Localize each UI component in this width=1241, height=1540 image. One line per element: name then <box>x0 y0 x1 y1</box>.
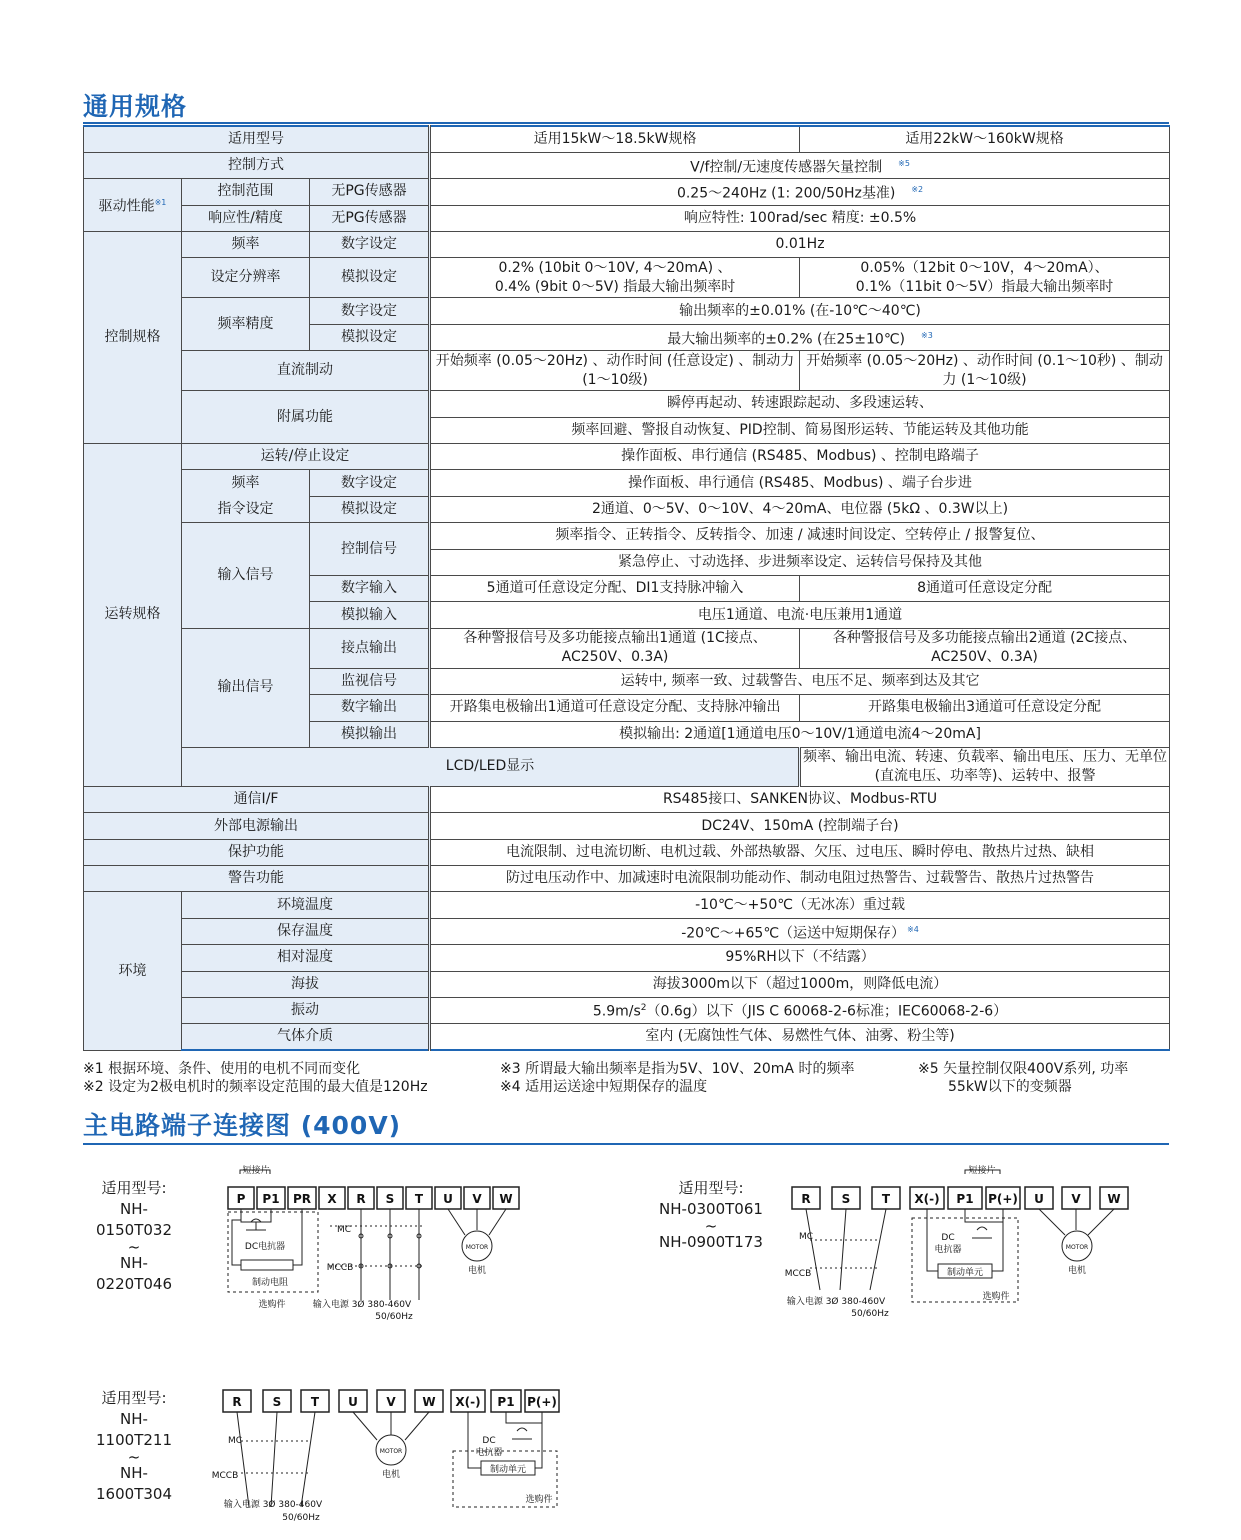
title-rule <box>83 1143 1169 1145</box>
row-label: 附属功能 <box>182 391 430 444</box>
table-row <box>84 258 1170 298</box>
svg-text:选购件: 选购件 <box>525 1495 553 1505</box>
group-label: 控制规格 <box>84 232 182 444</box>
svg-text:短接片: 短接片 <box>242 1166 270 1176</box>
row-value-a: 开路集电极输出1通道可任意设定分配、支持脉冲输出 <box>430 695 800 721</box>
row-value-b: 0.05%（12bit 0～10V，4～20mA）、 0.1%（11bit 0～5V）指最大输出频率时 <box>800 258 1170 298</box>
header-col-a: 适用15kW～18.5kW规格 <box>430 126 800 152</box>
svg-text:T: T <box>881 1192 891 1206</box>
row-label: 频率 <box>182 232 310 258</box>
footnotes-col1 <box>83 1060 428 1096</box>
row-label: 直流制动 <box>182 351 430 391</box>
footnote: ※1 根据环境、条件、使用的电机不同而变化 <box>83 1061 361 1077</box>
header-label: 适用型号 <box>84 126 430 152</box>
svg-text:输入电源 3Ø 380-460V: 输入电源 3Ø 380-460V <box>312 1300 412 1310</box>
row-value: $5.9m/s^2(0.6g)$以下（JIS C 60068-2-6标准；IEC60068-2-6） <box>430 998 1170 1024</box>
svg-text:MC: MC <box>336 1225 352 1235</box>
row-value: DC24V、150mA (控制端子台) <box>430 813 1170 839</box>
row-label: 通信I/F <box>84 786 430 812</box>
table-row <box>84 998 1170 1024</box>
table-row <box>84 971 1170 997</box>
table-row <box>84 126 1170 152</box>
row-label: 指令设定 <box>182 496 310 522</box>
svg-text:U: U <box>443 1192 453 1206</box>
table-row <box>84 628 1170 668</box>
row-sublabel: 无PG传感器 <box>310 179 430 205</box>
svg-text:DC: DC <box>482 1436 496 1446</box>
row-label: 环境温度 <box>182 892 430 918</box>
wiring-diagram-1 <box>220 1160 530 1330</box>
group-label: 驱动性能$^{※1}$ <box>84 179 182 232</box>
model-range-1: 适用型号: NH-0150T032 ~ NH-0220T046 <box>96 1179 172 1293</box>
svg-text:短接片: 短接片 <box>968 1166 996 1176</box>
row-value-b: 开始频率 (0.05～20Hz) 、动作时间 (0.1～10秒) 、制动力 (1～10级) <box>800 351 1170 391</box>
row-value: 0.25～240Hz (1: 200/50Hz基准) $^{※2}$ <box>430 179 1170 205</box>
table-row <box>84 444 1170 470</box>
svg-text:输入电源 3Ø 380-460V: 输入电源 3Ø 380-460V <box>223 1500 323 1510</box>
svg-text:R: R <box>801 1192 811 1206</box>
svg-text:T: T <box>414 1192 424 1206</box>
footnote: ※2 设定为2极电机时的频率设定范围的最大值是120Hz <box>83 1079 428 1095</box>
row-label: LCD/LED显示 <box>182 747 800 786</box>
svg-text:U: U <box>348 1395 358 1409</box>
table-row <box>84 496 1170 522</box>
svg-text:MOTOR: MOTOR <box>465 1244 489 1251</box>
svg-text:P: P <box>236 1192 246 1206</box>
table-row <box>84 813 1170 839</box>
svg-text:输入电源 3Ø 380-460V: 输入电源 3Ø 380-460V <box>786 1297 886 1307</box>
svg-text:MOTOR: MOTOR <box>379 1448 403 1455</box>
title-rule <box>83 122 1169 124</box>
row-value: 海拔3000m以下（超过1000m，则降低电流） <box>430 971 1170 997</box>
svg-text:X(-): X(-) <box>455 1395 481 1409</box>
group-label: 运转规格 <box>84 444 182 787</box>
row-value: 模拟输出: 2通道[1通道电压0～10V/1通道电流4～20mA] <box>430 721 1170 747</box>
svg-text:W: W <box>499 1192 513 1206</box>
row-value: 频率指令、正转指令、反转指令、加速 / 减速时间设定、空转停止 / 报警复位、 <box>430 523 1170 549</box>
row-label: 保护功能 <box>84 839 430 865</box>
svg-text:MC: MC <box>227 1436 243 1446</box>
svg-text:DC: DC <box>941 1233 955 1243</box>
row-label: 频率 <box>182 470 310 496</box>
svg-text:制动单元: 制动单元 <box>946 1268 984 1278</box>
svg-text:MCCB: MCCB <box>326 1263 354 1273</box>
row-value: 防过电压动作中、加减速时电流限制功能动作、制动电阻过热警告、过载警告、散热片过热警告 <box>430 866 1170 892</box>
table-row <box>84 232 1170 258</box>
table-row <box>84 945 1170 971</box>
svg-text:W: W <box>1107 1192 1121 1206</box>
table-row <box>84 523 1170 549</box>
row-value: 2通道、0～5V、0～10V、4～20mA、电位器 (5kΩ 、0.3W以上) <box>430 496 1170 522</box>
row-sublabel: 数字输入 <box>310 575 430 601</box>
row-label: 频率精度 <box>182 298 310 351</box>
table-row <box>84 391 1170 417</box>
row-sublabel: 控制信号 <box>310 523 430 576</box>
row-sublabel: 数字设定 <box>310 470 430 496</box>
row-label: 设定分辨率 <box>182 258 310 298</box>
svg-text:R: R <box>356 1192 366 1206</box>
svg-text:P(+): P(+) <box>527 1395 557 1409</box>
row-label: 保存温度 <box>182 918 430 944</box>
row-value: 响应特性: 100rad/sec 精度: ±0.5% <box>430 205 1170 231</box>
svg-text:U: U <box>1034 1192 1044 1206</box>
row-sublabel: 监视信号 <box>310 668 430 694</box>
footnote: ※4 适用运送途中短期保存的温度 <box>500 1079 708 1095</box>
svg-text:X(-): X(-) <box>914 1192 940 1206</box>
svg-text:S: S <box>841 1192 851 1206</box>
table-row <box>84 179 1170 205</box>
svg-text:选购件: 选购件 <box>258 1300 286 1310</box>
table-row <box>84 918 1170 944</box>
row-value-b: 8通道可任意设定分配 <box>800 575 1170 601</box>
svg-text:MCCB: MCCB <box>211 1471 239 1481</box>
table-row <box>84 786 1170 812</box>
section-title-circuit: 主电路端子连接图 (400V) <box>83 1111 402 1140</box>
wiring-diagram-2 <box>780 1160 1140 1320</box>
row-value: 频率、输出电流、转速、负载率、输出电压、压力、无单位(直流电压、功率等)、运转中、报警 <box>800 747 1170 786</box>
table-row <box>84 298 1170 324</box>
row-value: 紧急停止、寸动选择、步进频率设定、运转信号保持及其他 <box>430 549 1170 575</box>
svg-text:电机: 电机 <box>1067 1266 1087 1276</box>
svg-text:制动电阻: 制动电阻 <box>251 1278 289 1288</box>
table-row <box>84 892 1170 918</box>
table-row <box>84 1024 1170 1050</box>
section-title-spec: 通用规格 <box>83 92 188 121</box>
row-value: 95%RH以下（不结露） <box>430 945 1170 971</box>
svg-text:P1: P1 <box>262 1192 280 1206</box>
svg-text:MC: MC <box>798 1232 814 1242</box>
svg-text:X: X <box>327 1192 337 1206</box>
table-row <box>84 351 1170 391</box>
row-label: 海拔 <box>182 971 430 997</box>
row-value-a: 0.2% (10bit 0～10V, 4～20mA) 、 0.4% (9bit 0～5V) 指最大输出频率时 <box>430 258 800 298</box>
row-value: 电压1通道、电流·电压兼用1通道 <box>430 602 1170 628</box>
svg-text:50/60Hz: 50/60Hz <box>375 1312 413 1322</box>
row-value: -10℃～+50℃（无冰冻）重过载 <box>430 892 1170 918</box>
row-sublabel: 数字输出 <box>310 695 430 721</box>
row-value-b: 开路集电极输出3通道可任意设定分配 <box>800 695 1170 721</box>
row-label: 控制范围 <box>182 179 310 205</box>
row-label: 运转/停止设定 <box>182 444 430 470</box>
table-row <box>84 866 1170 892</box>
row-value: -20℃～+65℃（运送中短期保存） $^{※4}$ <box>430 918 1170 944</box>
svg-text:P1: P1 <box>497 1395 515 1409</box>
row-value-a: 开始频率 (0.05～20Hz) 、动作时间 (任意设定) 、制动力 (1～10级) <box>430 351 800 391</box>
svg-text:DC电抗器: DC电抗器 <box>244 1242 286 1252</box>
row-label: 外部电源输出 <box>84 813 430 839</box>
row-label: 响应性/精度 <box>182 205 310 231</box>
row-sublabel: 数字设定 <box>310 298 430 324</box>
row-sublabel: 模拟输入 <box>310 602 430 628</box>
svg-text:50/60Hz: 50/60Hz <box>282 1513 320 1523</box>
svg-text:50/60Hz: 50/60Hz <box>851 1309 889 1319</box>
row-value: 室内 (无腐蚀性气体、易燃性气体、油雾、粉尘等) <box>430 1024 1170 1050</box>
row-label: 相对湿度 <box>182 945 430 971</box>
row-label: 输出信号 <box>182 628 310 747</box>
svg-text:V: V <box>472 1192 482 1206</box>
row-sublabel: 接点输出 <box>310 628 430 668</box>
row-label: 控制方式 <box>84 152 430 178</box>
svg-text:选购件: 选购件 <box>982 1292 1010 1302</box>
row-value: 频率回避、警报自动恢复、PID控制、简易图形运转、节能运转及其他功能 <box>430 417 1170 443</box>
svg-text:T: T <box>310 1395 320 1409</box>
group-label: 环境 <box>84 892 182 1050</box>
row-value-b: 各种警报信号及多功能接点输出2通道 (2C接点、AC250V、0.3A) <box>800 628 1170 668</box>
row-value-a: 各种警报信号及多功能接点输出1通道 (1C接点、AC250V、0.3A) <box>430 628 800 668</box>
table-row <box>84 152 1170 178</box>
svg-text:S: S <box>272 1395 282 1409</box>
row-value: 运转中, 频率一致、过载警告、电压不足、频率到达及其它 <box>430 668 1170 694</box>
row-value: 瞬停再起动、转速跟踪起动、多段速运转、 <box>430 391 1170 417</box>
svg-text:MCCB: MCCB <box>784 1269 812 1279</box>
row-sublabel: 模拟设定 <box>310 324 430 350</box>
svg-text:制动单元: 制动单元 <box>489 1465 527 1475</box>
footnote: ※5 矢量控制仅限400V系列, 功率 <box>918 1061 1129 1077</box>
footnote: ※3 所谓最大输出频率是指为5V、10V、20mA 时的频率 <box>500 1061 855 1077</box>
svg-text:电机: 电机 <box>467 1266 487 1276</box>
header-col-b: 适用22kW～160kW规格 <box>800 126 1170 152</box>
model-range-2: 适用型号: NH-0300T061 ~ NH-0900T173 <box>659 1179 763 1251</box>
footnote: 55kW以下的变频器 <box>948 1079 1072 1095</box>
footnotes-col3 <box>918 1060 1128 1096</box>
table-row <box>84 747 1170 786</box>
table-row <box>84 205 1170 231</box>
row-label: 输入信号 <box>182 523 310 629</box>
row-value-a: 5通道可任意设定分配、DI1支持脉冲输入 <box>430 575 800 601</box>
svg-text:V: V <box>386 1395 396 1409</box>
row-sublabel: 数字设定 <box>310 232 430 258</box>
spec-table <box>83 125 1170 1051</box>
svg-text:PR: PR <box>292 1192 312 1206</box>
svg-text:MOTOR: MOTOR <box>1065 1244 1089 1251</box>
svg-text:P1: P1 <box>956 1192 974 1206</box>
svg-text:V: V <box>1071 1192 1081 1206</box>
svg-text:P(+): P(+) <box>988 1192 1018 1206</box>
row-value: 0.01Hz <box>430 232 1170 258</box>
svg-text:电抗器: 电抗器 <box>934 1245 962 1255</box>
row-sublabel: 模拟设定 <box>310 496 430 522</box>
table-row <box>84 839 1170 865</box>
row-label: 振动 <box>182 998 430 1024</box>
row-value: V/f控制/无速度传感器矢量控制 $^{※5}$ <box>430 152 1170 178</box>
row-value: 最大输出频率的±0.2% (在25±10℃) $^{※3}$ <box>430 324 1170 350</box>
row-sublabel: 无PG传感器 <box>310 205 430 231</box>
svg-text:电抗器: 电抗器 <box>475 1448 503 1458</box>
svg-text:S: S <box>385 1192 395 1206</box>
wiring-diagram-3 <box>205 1385 565 1530</box>
row-value: 操作面板、串行通信 (RS485、Modbus) 、端子台步进 <box>430 470 1170 496</box>
footnotes-col2 <box>500 1060 854 1096</box>
table-row <box>84 470 1170 496</box>
row-label: 警告功能 <box>84 866 430 892</box>
svg-text:R: R <box>232 1395 242 1409</box>
row-value: 电流限制、过电流切断、电机过载、外部热敏器、欠压、过电压、瞬时停电、散热片过热、缺相 <box>430 839 1170 865</box>
svg-text:电机: 电机 <box>381 1470 401 1480</box>
model-range-3: 适用型号: NH-1100T211 ~ NH-1600T304 <box>96 1389 172 1503</box>
row-sublabel: 模拟输出 <box>310 721 430 747</box>
row-value: 输出频率的±0.01% (在-10℃～40℃) <box>430 298 1170 324</box>
svg-text:W: W <box>422 1395 436 1409</box>
row-value: 操作面板、串行通信 (RS485、Modbus) 、控制电路端子 <box>430 444 1170 470</box>
row-sublabel: 模拟设定 <box>310 258 430 298</box>
row-value: RS485接口、SANKEN协议、Modbus-RTU <box>430 786 1170 812</box>
row-label: 气体介质 <box>182 1024 430 1050</box>
